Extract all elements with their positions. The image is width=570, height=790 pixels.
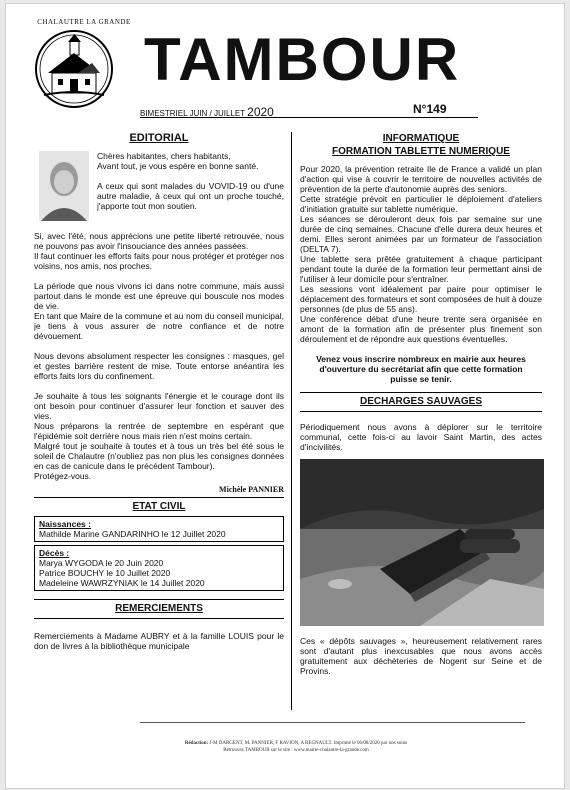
masthead-title: TAMBOUR bbox=[144, 26, 461, 93]
remerciements-text: Remerciements à Madame AUBRY et à la famille LOUIS pour le don de livres à la bibliothèque municipale bbox=[34, 631, 284, 651]
death-entry: Patrice BOUCHY le 10 Juillet 2020 bbox=[39, 568, 171, 578]
decharges-title: DECHARGES SAUVAGES bbox=[359, 396, 483, 407]
left-column bbox=[34, 132, 284, 651]
decharges-text-2: Ces « dépôts sauvages », heureusement relativement rares sont d'autant plus inexcusables que nous avons accès gratuitement aux déchèteries de Nogent sur Seine et de Provins. bbox=[300, 636, 542, 676]
informatique-paragraph: Une tablette sera prêtée gratuitement à chaque participant pendant toute la durée de la formation leur permettant ainsi de l'utiliser à leur domicile pour s'entraîner. bbox=[300, 254, 542, 284]
editorial-signature: Michèle PANNIER bbox=[219, 485, 284, 494]
section-rule bbox=[34, 599, 284, 600]
remerciements-title: REMERCIEMENTS bbox=[115, 603, 203, 614]
birth-entry: Mathilde Marine GANDARINHO le 12 Juillet 2020 bbox=[39, 529, 226, 539]
section-rule bbox=[34, 497, 284, 498]
editorial-summer: Si, avec l'été, nous apprécions une petite liberté retrouvée, nous ne pouvons pas avoir l'insouciance des années passées. bbox=[34, 231, 284, 251]
registration-notice: Venez vous inscrire nombreux en mairie aux heures d'ouverture du secrétariat afin que cette formation puisse se tenir. bbox=[316, 354, 526, 384]
right-column bbox=[300, 132, 542, 676]
newsletter-page bbox=[5, 3, 565, 789]
editorial-period: La période que nous vivons ici dans notre commune, mais aussi partout dans le monde est une épreuve qui bouscule nos modes de vie. bbox=[34, 281, 284, 311]
deaths-title: Décès : bbox=[39, 548, 70, 558]
editorial-summer-wish: Malgré tout je souhaite à toutes et à tous un très bel été sous le soleil de Chalautre (n'oubliez pas non plus les consignes données en cas de canicule dans le précédent Tambour). bbox=[34, 441, 284, 471]
editorial-carers: Je souhaite à tous les soignants l'énergie et le courage dont ils ont besoin pour continuer d'assurer leur fonction et sauver des vies. bbox=[34, 391, 284, 421]
mayor-photo bbox=[39, 151, 89, 221]
births-title: Naissances : bbox=[39, 519, 91, 529]
church-crest-icon bbox=[34, 29, 114, 109]
death-entry: Marya WYGODA le 20 Juin 2020 bbox=[39, 558, 164, 568]
decharges-text: Périodiquement nous avons à déplorer sur le territoire communal, cette fois-ci au lavoir Saint Martin, des actes d'incivilités. bbox=[300, 422, 542, 452]
section-rule bbox=[300, 392, 542, 393]
editorial-protect: Il faut continuer les efforts faits pour nous protéger et protéger nos voisins, nos amis, nos proches. bbox=[34, 251, 284, 271]
footer bbox=[126, 740, 466, 754]
crest-town-name: CHALAUTRE LA GRANDE bbox=[37, 18, 131, 26]
informatique-paragraph: Une conférence débat d'une heure trente sera organisée en amont de la formation afin de présenter plus finement son déroulement et de répondre aux questions éventuelles. bbox=[300, 314, 542, 344]
editorial-school: Nous préparons la rentrée de septembre en espérant que l'épidémie soit derrière nous mais rien n'est moins certain. bbox=[34, 421, 284, 441]
editorial-closing: Protégez-vous. bbox=[34, 471, 92, 481]
column-divider bbox=[291, 132, 292, 710]
footer-credits: J-M DARGENT, M. PANNIER, F RAVION, A REGNAULT. Imprimé le 06/08/2020 par nos soins bbox=[209, 741, 408, 746]
issue-number: N°149 bbox=[413, 102, 447, 116]
town-crest bbox=[34, 18, 134, 114]
informatique-title: INFORMATIQUE bbox=[382, 133, 460, 144]
deaths-box bbox=[34, 545, 284, 591]
editorial-mayor: En tant que Maire de la commune et au nom du conseil municipal, je tiens à vous assurer de notre confiance et de notre dévouement. bbox=[34, 311, 284, 341]
editorial-greeting: Chères habitantes, chers habitants, bbox=[97, 151, 231, 161]
etat-civil-title: ETAT CIVIL bbox=[132, 501, 186, 512]
section-rule bbox=[34, 618, 284, 619]
issue-year: 2020 bbox=[247, 105, 274, 119]
illegal-dumping-photo bbox=[300, 459, 544, 626]
editorial-support: A ceux qui sont malades du VOVID-19 ou d'une autre maladie, à ceux qui ont un proche touché, j'apporte tout mon soutien. bbox=[97, 181, 284, 211]
informatique-paragraph: Les sessions vont idéalement par paire pour optimiser le déplacement des formateurs et sont composées de huit à douze personnes (de plus de 55 ans). bbox=[300, 284, 542, 314]
informatique-paragraph: Cette stratégie prévoit en particulier le déploiement d'ateliers d'initiation gratuite sur tablette numérique. bbox=[300, 194, 542, 214]
informatique-paragraph: Pour 2020, la prévention retraite Ile de France a validé un plan d'action qui vise à couvrir le territoire de nouvelles activités de prévention de la perte d'autonomie auprès des seniors. bbox=[300, 164, 542, 194]
editorial-title: EDITORIAL bbox=[129, 132, 189, 144]
informatique-subtitle: FORMATION TABLETTE NUMERIQUE bbox=[332, 146, 510, 157]
informatique-paragraph: Les séances se dérouleront deux fois par semaine sur une durée de cinq semaines. Chacune d'elle durera deux heures et demi. Elles seront animées par un formateur de l'association (DELTA 7). bbox=[300, 214, 542, 254]
editorial-wish: Avant tout, je vous espère en bonne santé. bbox=[97, 161, 259, 171]
editorial-respect: Nous devons absolument respecter les consignes : masques, gel et gestes barrière restent de mise. Toute entorse anéantira les efforts faits lors du confinement. bbox=[34, 351, 284, 381]
footer-website: Retrouvez TAMBOUR sur le site : www.mairie-chalautre-la-grande.com bbox=[223, 748, 369, 753]
masthead-rule bbox=[140, 117, 478, 118]
footer-rule bbox=[140, 722, 525, 723]
death-entry: Madeleine WAWRZYNIAK le 14 Juillet 2020 bbox=[39, 578, 205, 588]
section-rule bbox=[300, 411, 542, 412]
footer-label: Rédaction: bbox=[184, 741, 209, 746]
births-box bbox=[34, 516, 284, 542]
periodicity-label: BIMESTRIEL JUIN / JUILLET bbox=[140, 109, 245, 118]
